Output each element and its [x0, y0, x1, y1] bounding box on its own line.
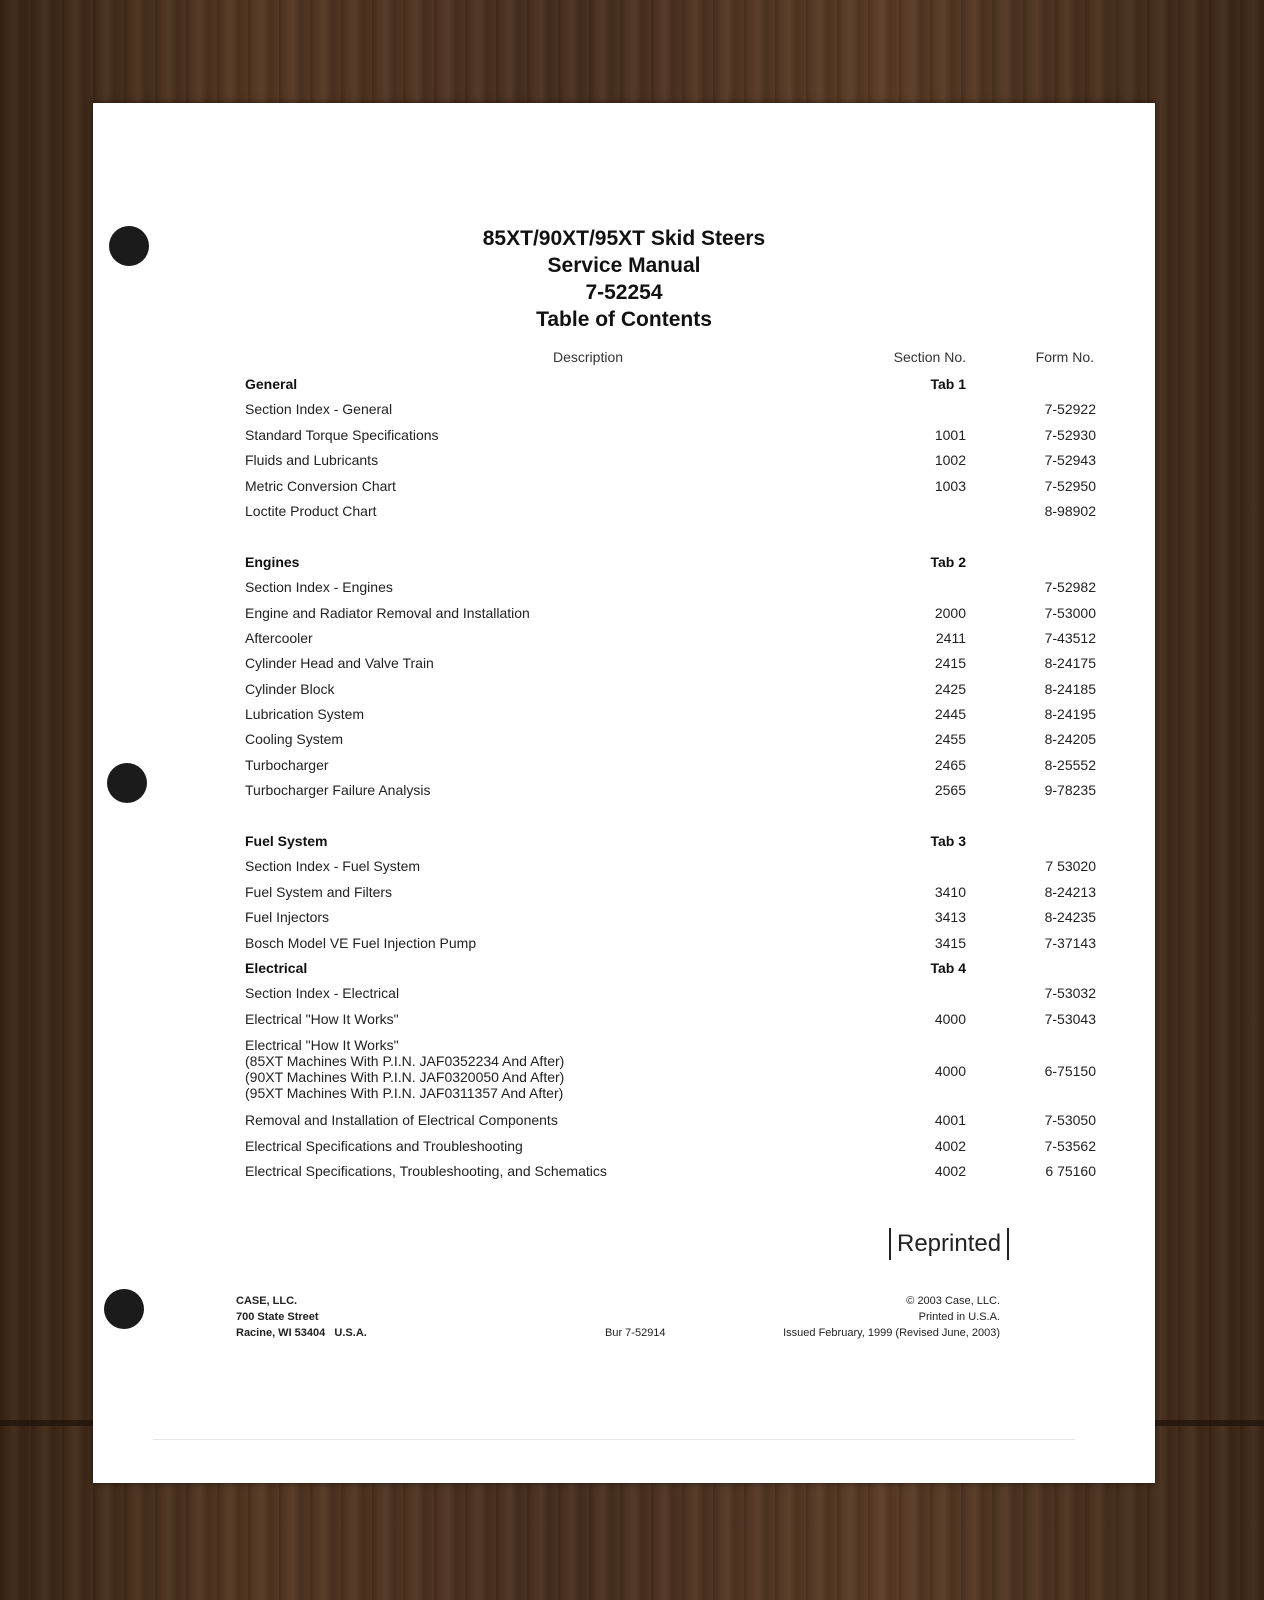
publisher-address [236, 1293, 367, 1341]
table-row [245, 932, 1102, 957]
form-number: 8-24195 [1044, 706, 1096, 723]
section-number: 1001 [934, 426, 966, 443]
title-line: 85XT/90XT/95XT Skid Steers [482, 227, 766, 250]
form-number: 6-75150 [1044, 1063, 1096, 1080]
description: Fuel System [245, 833, 328, 850]
column-header-description: Description [553, 349, 624, 365]
description: Loctite Product Chart [245, 502, 377, 519]
section-number: 2465 [934, 756, 966, 773]
section-number: 4002 [934, 1162, 966, 1179]
section-number: 2425 [934, 680, 966, 697]
description: Cylinder Head and Valve Train [245, 655, 434, 672]
reprinted-stamp: Reprinted [889, 1228, 1009, 1260]
printed-in: Printed in U.S.A. [918, 1311, 1000, 1323]
table-row [245, 602, 1102, 627]
description: Electrical "How It Works" (85XT Machines With P.I.N. JAF0352234 And After) (90XT Machines With P.I.N. JAF0320050 And After) (95XT Machines With P.I.N. JAF0311357 And After) [245, 1037, 565, 1102]
table-row [245, 424, 1102, 449]
spacer-row [245, 805, 1102, 830]
section-heading-row [245, 551, 1102, 576]
section-number: 3415 [934, 934, 966, 951]
section-number: 2411 [935, 629, 966, 646]
form-number: 7 53020 [1045, 858, 1096, 875]
form-number: 8-98902 [1044, 502, 1096, 519]
form-number: 7-53032 [1044, 985, 1096, 1002]
table-row [245, 728, 1102, 753]
form-number: 7-43512 [1044, 629, 1096, 646]
description: Engines [245, 553, 300, 570]
table-row [245, 500, 1102, 525]
section-number: 4001 [934, 1112, 966, 1129]
title-line: 7-52254 [585, 281, 663, 304]
section-number: Tab 3 [930, 833, 966, 850]
table-row [245, 906, 1102, 931]
section-number: 1003 [934, 477, 966, 494]
form-number: 8-25552 [1044, 756, 1096, 773]
section-number: 4000 [934, 1010, 966, 1027]
form-number: 8-24185 [1044, 680, 1096, 697]
street: 700 State Street [236, 1311, 319, 1323]
bur-number: Bur 7-52914 [605, 1327, 666, 1339]
table-row [245, 1160, 1102, 1185]
section-number: 1002 [934, 452, 966, 469]
description: Aftercooler [245, 629, 313, 646]
description: Lubrication System [245, 706, 365, 723]
column-header-form: Form No. [1035, 349, 1094, 365]
title-line: Table of Contents [536, 308, 712, 331]
document-page [93, 103, 1155, 1483]
description: General [245, 376, 298, 392]
description: Electrical Specifications, Troubleshooting, and Schematics [245, 1162, 607, 1179]
form-number: 7-53562 [1044, 1137, 1096, 1154]
document-title [93, 225, 1155, 333]
table-row [245, 855, 1102, 880]
section-heading-row [245, 957, 1102, 982]
table-header [243, 349, 1100, 369]
form-number: 8-24235 [1044, 909, 1096, 926]
description: Turbocharger [245, 756, 329, 773]
issue-date: Issued February, 1999 (Revised June, 2003) [783, 1327, 1000, 1339]
punch-hole [104, 1289, 144, 1329]
section-number: 2455 [934, 731, 966, 748]
table-row [245, 576, 1102, 601]
form-number: 7-37143 [1044, 934, 1096, 951]
description: Engine and Radiator Removal and Installation [245, 604, 530, 621]
table-row [245, 754, 1102, 779]
section-heading-row [245, 373, 1102, 398]
description: Section Index - Fuel System [245, 858, 421, 875]
form-number: 7-52930 [1044, 426, 1096, 443]
form-number: 9-78235 [1044, 782, 1096, 799]
form-number: 7-53043 [1044, 1010, 1096, 1027]
table-row [245, 1033, 1102, 1109]
description: Fuel Injectors [245, 909, 330, 926]
description: Section Index - Electrical [245, 985, 400, 1002]
description: Cylinder Block [245, 680, 335, 697]
table-row [245, 1135, 1102, 1160]
form-number: 8-24205 [1044, 731, 1096, 748]
section-number: Tab 4 [930, 959, 966, 976]
table-row [245, 703, 1102, 728]
contents-table [245, 373, 1102, 1185]
form-number: 7-52950 [1044, 477, 1096, 494]
table-row [245, 1109, 1102, 1134]
section-number: Tab 2 [930, 553, 966, 570]
description: Fuel System and Filters [245, 883, 393, 900]
column-header-section: Section No. [893, 349, 966, 365]
title-line: Service Manual [547, 254, 701, 277]
form-number: 7-53000 [1044, 604, 1096, 621]
company-name: CASE, LLC. [236, 1295, 298, 1307]
section-number: 4002 [934, 1137, 966, 1154]
form-number: 7-52943 [1044, 452, 1096, 469]
description: Turbocharger Failure Analysis [245, 782, 431, 799]
section-number: 2000 [934, 604, 966, 621]
table-row [245, 678, 1102, 703]
description: Metric Conversion Chart [245, 477, 396, 494]
city: Racine, WI 53404 U.S.A. [236, 1327, 367, 1339]
section-number: Tab 1 [930, 376, 966, 392]
description: Electrical Specifications and Troubleshooting [245, 1137, 523, 1154]
section-heading-row [245, 830, 1102, 855]
spacer-row [245, 525, 1102, 550]
table-row [245, 881, 1102, 906]
table-row [245, 475, 1102, 500]
copyright: © 2003 Case, LLC. [906, 1295, 1000, 1307]
table-row [245, 449, 1102, 474]
table-row [245, 398, 1102, 423]
section-number: 3413 [934, 909, 966, 926]
table-row [245, 779, 1102, 804]
section-number: 2415 [934, 655, 966, 672]
description: Electrical [245, 959, 308, 976]
section-number: 2445 [934, 706, 966, 723]
table-row [245, 982, 1102, 1007]
form-number: 7-53050 [1044, 1112, 1096, 1129]
description: Standard Torque Specifications [245, 426, 439, 443]
description: Section Index - General [245, 401, 393, 418]
table-row [245, 627, 1102, 652]
section-number: 2565 [934, 782, 966, 799]
description: Electrical "How It Works" [245, 1010, 399, 1027]
description: Section Index - Engines [245, 579, 393, 596]
form-number: 8-24175 [1044, 655, 1096, 672]
description: Cooling System [245, 731, 344, 748]
form-number: 6 75160 [1045, 1162, 1096, 1179]
divider [153, 1439, 1075, 1440]
form-number: 8-24213 [1044, 883, 1096, 900]
copyright-block [783, 1293, 1000, 1341]
section-number: 3410 [934, 883, 966, 900]
table-row [245, 1008, 1102, 1033]
form-number: 7-52982 [1044, 579, 1096, 596]
section-number: 4000 [934, 1063, 966, 1080]
description: Removal and Installation of Electrical Components [245, 1112, 558, 1129]
punch-hole [107, 763, 147, 803]
description: Bosch Model VE Fuel Injection Pump [245, 934, 477, 951]
description: Fluids and Lubricants [245, 452, 379, 469]
table-row [245, 652, 1102, 677]
form-number: 7-52922 [1044, 401, 1096, 418]
